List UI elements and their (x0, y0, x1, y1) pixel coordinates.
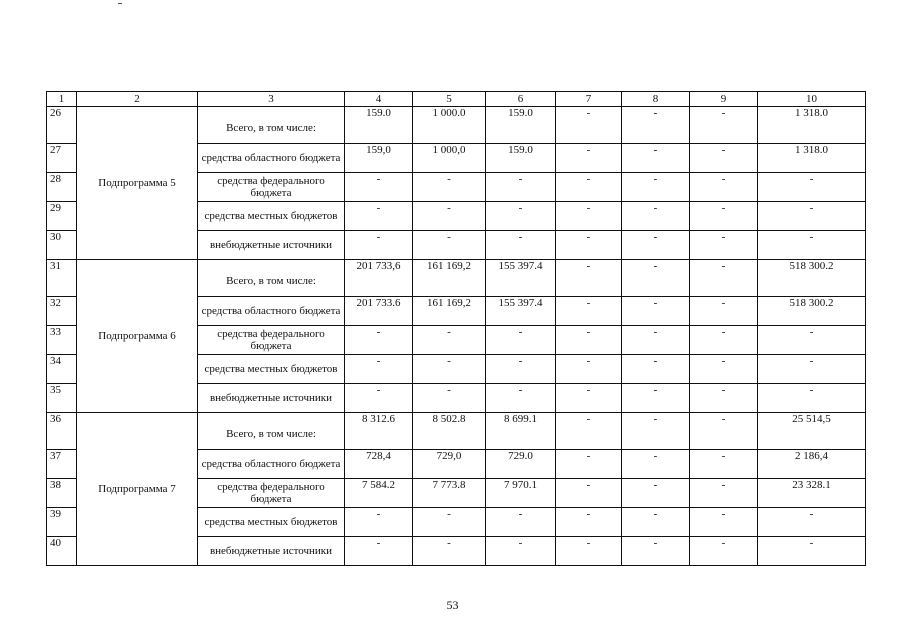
amount-cell-c8: - (622, 479, 690, 508)
amount-cell-c9: - (690, 326, 758, 355)
funding-source: средства местных бюджетов (198, 355, 345, 384)
amount-cell-c10: 518 300.2 (758, 260, 866, 297)
amount-cell-c4: - (345, 326, 413, 355)
row-number: 35 (47, 384, 77, 413)
row-number: 39 (47, 508, 77, 537)
amount-cell-c9: - (690, 173, 758, 202)
amount-cell-c5: 7 773.8 (413, 479, 486, 508)
funding-source: Всего, в том числе: (198, 107, 345, 144)
row-number: 37 (47, 450, 77, 479)
amount-cell-c5: - (413, 173, 486, 202)
amount-cell-c7: - (556, 202, 622, 231)
amount-cell-c8: - (622, 413, 690, 450)
amount-cell-c9: - (690, 537, 758, 566)
amount-cell-c8: - (622, 508, 690, 537)
amount-cell-c7: - (556, 537, 622, 566)
funding-source: внебюджетные источники (198, 384, 345, 413)
amount-cell-c4: 8 312.6 (345, 413, 413, 450)
amount-cell-c4: 728,4 (345, 450, 413, 479)
amount-cell-c6: - (486, 537, 556, 566)
amount-cell-c6: 155 397.4 (486, 260, 556, 297)
amount-cell-c4: 7 584.2 (345, 479, 413, 508)
amount-cell-c5: 161 169,2 (413, 260, 486, 297)
amount-cell-c7: - (556, 107, 622, 144)
row-number: 40 (47, 537, 77, 566)
amount-cell-c4: - (345, 508, 413, 537)
amount-cell-c4: 159,0 (345, 144, 413, 173)
amount-cell-c7: - (556, 231, 622, 260)
table-row (47, 413, 866, 450)
amount-cell-c4: 159.0 (345, 107, 413, 144)
amount-cell-c7: - (556, 355, 622, 384)
table-row (47, 260, 866, 297)
row-number: 34 (47, 355, 77, 384)
row-number: 27 (47, 144, 77, 173)
amount-cell-c8: - (622, 326, 690, 355)
amount-cell-c6: - (486, 202, 556, 231)
amount-cell-c9: - (690, 355, 758, 384)
amount-cell-c10: - (758, 326, 866, 355)
amount-cell-c6: - (486, 326, 556, 355)
amount-cell-c8: - (622, 450, 690, 479)
funding-source: средства областного бюджета (198, 144, 345, 173)
amount-cell-c8: - (622, 202, 690, 231)
amount-cell-c10: - (758, 537, 866, 566)
amount-cell-c5: - (413, 326, 486, 355)
amount-cell-c9: - (690, 202, 758, 231)
subprogram-name: Подпрограмма 7 (77, 413, 198, 566)
amount-cell-c9: - (690, 384, 758, 413)
amount-cell-c6: 729.0 (486, 450, 556, 479)
table-row (47, 107, 866, 144)
amount-cell-c6: 7 970.1 (486, 479, 556, 508)
row-number: 31 (47, 260, 77, 297)
amount-cell-c4: 201 733.6 (345, 297, 413, 326)
header-cell: 3 (198, 92, 345, 107)
amount-cell-c10: - (758, 231, 866, 260)
amount-cell-c9: - (690, 508, 758, 537)
amount-cell-c8: - (622, 355, 690, 384)
amount-cell-c10: 1 318.0 (758, 144, 866, 173)
header-cell: 5 (413, 92, 486, 107)
amount-cell-c10: - (758, 355, 866, 384)
amount-cell-c6: 159.0 (486, 144, 556, 173)
amount-cell-c5: 729,0 (413, 450, 486, 479)
header-cell: 10 (758, 92, 866, 107)
budget-table (46, 91, 866, 566)
amount-cell-c4: - (345, 384, 413, 413)
amount-cell-c6: - (486, 384, 556, 413)
header-row (47, 92, 866, 107)
amount-cell-c8: - (622, 537, 690, 566)
amount-cell-c10: 23 328.1 (758, 479, 866, 508)
amount-cell-c5: 8 502.8 (413, 413, 486, 450)
amount-cell-c9: - (690, 479, 758, 508)
row-number: 33 (47, 326, 77, 355)
amount-cell-c7: - (556, 173, 622, 202)
funding-source: средства местных бюджетов (198, 508, 345, 537)
amount-cell-c9: - (690, 450, 758, 479)
amount-cell-c8: - (622, 260, 690, 297)
amount-cell-c10: - (758, 173, 866, 202)
amount-cell-c5: 1 000.0 (413, 107, 486, 144)
amount-cell-c5: - (413, 384, 486, 413)
funding-source: средства областного бюджета (198, 450, 345, 479)
row-number: 36 (47, 413, 77, 450)
subprogram-name: Подпрограмма 6 (77, 260, 198, 413)
amount-cell-c10: 1 318.0 (758, 107, 866, 144)
header-cell: 6 (486, 92, 556, 107)
funding-source: средства федерального бюджета (198, 326, 345, 355)
amount-cell-c8: - (622, 384, 690, 413)
amount-cell-c7: - (556, 384, 622, 413)
header-cell: 1 (47, 92, 77, 107)
amount-cell-c10: 25 514,5 (758, 413, 866, 450)
amount-cell-c4: - (345, 202, 413, 231)
row-number: 26 (47, 107, 77, 144)
amount-cell-c5: - (413, 202, 486, 231)
amount-cell-c6: - (486, 173, 556, 202)
amount-cell-c9: - (690, 260, 758, 297)
row-number: 30 (47, 231, 77, 260)
row-number: 28 (47, 173, 77, 202)
amount-cell-c6: 159.0 (486, 107, 556, 144)
amount-cell-c6: 8 699.1 (486, 413, 556, 450)
amount-cell-c5: 1 000,0 (413, 144, 486, 173)
amount-cell-c8: - (622, 231, 690, 260)
amount-cell-c8: - (622, 173, 690, 202)
header-cell: 4 (345, 92, 413, 107)
amount-cell-c4: 201 733,6 (345, 260, 413, 297)
amount-cell-c4: - (345, 173, 413, 202)
amount-cell-c5: 161 169,2 (413, 297, 486, 326)
amount-cell-c8: - (622, 144, 690, 173)
funding-source: внебюджетные источники (198, 231, 345, 260)
amount-cell-c5: - (413, 355, 486, 384)
amount-cell-c7: - (556, 260, 622, 297)
amount-cell-c7: - (556, 479, 622, 508)
amount-cell-c6: 155 397.4 (486, 297, 556, 326)
amount-cell-c7: - (556, 450, 622, 479)
amount-cell-c10: 518 300.2 (758, 297, 866, 326)
amount-cell-c6: - (486, 231, 556, 260)
amount-cell-c5: - (413, 231, 486, 260)
amount-cell-c8: - (622, 107, 690, 144)
funding-source: средства федерального бюджета (198, 479, 345, 508)
budget-table-body (47, 92, 866, 566)
subprogram-name: Подпрограмма 5 (77, 107, 198, 260)
scan-mark (118, 3, 122, 4)
row-number: 38 (47, 479, 77, 508)
funding-source: внебюджетные источники (198, 537, 345, 566)
amount-cell-c6: - (486, 508, 556, 537)
row-number: 32 (47, 297, 77, 326)
amount-cell-c4: - (345, 537, 413, 566)
amount-cell-c10: - (758, 384, 866, 413)
amount-cell-c9: - (690, 297, 758, 326)
amount-cell-c4: - (345, 231, 413, 260)
amount-cell-c6: - (486, 355, 556, 384)
amount-cell-c4: - (345, 355, 413, 384)
amount-cell-c7: - (556, 508, 622, 537)
amount-cell-c10: - (758, 508, 866, 537)
amount-cell-c9: - (690, 413, 758, 450)
header-cell: 8 (622, 92, 690, 107)
funding-source: средства местных бюджетов (198, 202, 345, 231)
header-cell: 2 (77, 92, 198, 107)
amount-cell-c7: - (556, 326, 622, 355)
amount-cell-c7: - (556, 297, 622, 326)
amount-cell-c5: - (413, 508, 486, 537)
funding-source: Всего, в том числе: (198, 260, 345, 297)
page-number: 53 (446, 598, 459, 612)
funding-source: средства областного бюджета (198, 297, 345, 326)
amount-cell-c8: - (622, 297, 690, 326)
amount-cell-c10: 2 186,4 (758, 450, 866, 479)
amount-cell-c7: - (556, 144, 622, 173)
amount-cell-c7: - (556, 413, 622, 450)
amount-cell-c5: - (413, 537, 486, 566)
row-number: 29 (47, 202, 77, 231)
funding-source: Всего, в том числе: (198, 413, 345, 450)
amount-cell-c10: - (758, 202, 866, 231)
header-cell: 7 (556, 92, 622, 107)
amount-cell-c9: - (690, 144, 758, 173)
funding-source: средства федерального бюджета (198, 173, 345, 202)
amount-cell-c9: - (690, 231, 758, 260)
header-cell: 9 (690, 92, 758, 107)
amount-cell-c9: - (690, 107, 758, 144)
